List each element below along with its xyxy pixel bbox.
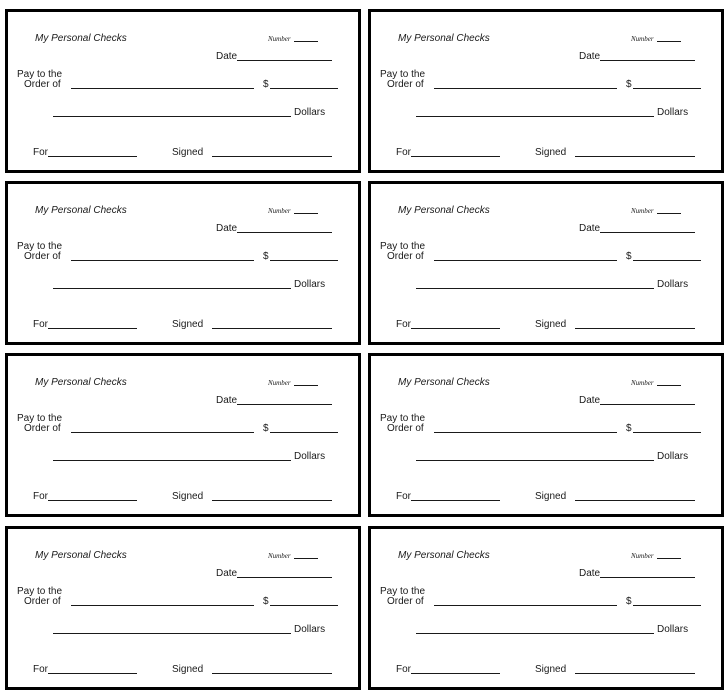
dollar-sign: $ — [263, 423, 269, 434]
payee-line[interactable] — [434, 605, 617, 606]
date-line[interactable] — [600, 577, 695, 578]
for-label: For — [33, 319, 48, 330]
amount-line[interactable] — [270, 88, 338, 89]
amount-in-words-line[interactable] — [53, 460, 291, 461]
pay-to-label: Pay to the — [380, 241, 426, 252]
dollar-sign: $ — [626, 79, 632, 90]
signed-label: Signed — [172, 664, 204, 675]
signature-line[interactable] — [575, 328, 695, 329]
dollars-label: Dollars — [657, 107, 689, 118]
date-line[interactable] — [600, 60, 695, 61]
number-label: Number — [268, 207, 291, 215]
check-title: My Personal Checks — [35, 377, 127, 388]
number-line[interactable] — [294, 558, 318, 559]
order-of-label: Order of — [387, 79, 424, 90]
memo-line[interactable] — [411, 500, 500, 501]
number-label: Number — [631, 379, 654, 387]
check-5 — [5, 353, 361, 517]
number-line[interactable] — [657, 558, 681, 559]
memo-line[interactable] — [48, 673, 137, 674]
signature-line[interactable] — [212, 500, 332, 501]
order-of-label: Order of — [24, 423, 61, 434]
check-1 — [5, 9, 361, 173]
signature-line[interactable] — [212, 328, 332, 329]
signature-line[interactable] — [212, 156, 332, 157]
memo-line[interactable] — [411, 673, 500, 674]
check-8 — [368, 526, 724, 690]
check-title: My Personal Checks — [398, 205, 490, 216]
order-of-label: Order of — [24, 251, 61, 262]
signed-label: Signed — [172, 319, 204, 330]
for-label: For — [396, 147, 411, 158]
order-of-label: Order of — [24, 79, 61, 90]
signed-label: Signed — [535, 491, 567, 502]
check-4 — [368, 181, 724, 345]
amount-line[interactable] — [633, 260, 701, 261]
pay-to-label: Pay to the — [17, 586, 63, 597]
signed-label: Signed — [535, 664, 567, 675]
number-label: Number — [268, 35, 291, 43]
dollars-label: Dollars — [657, 451, 689, 462]
number-line[interactable] — [657, 41, 681, 42]
number-label: Number — [631, 207, 654, 215]
check-title: My Personal Checks — [398, 33, 490, 44]
date-line[interactable] — [237, 404, 332, 405]
dollars-label: Dollars — [294, 624, 326, 635]
order-of-label: Order of — [387, 251, 424, 262]
number-label: Number — [268, 552, 291, 560]
number-line[interactable] — [294, 213, 318, 214]
memo-line[interactable] — [48, 328, 137, 329]
pay-to-label: Pay to the — [17, 241, 63, 252]
pay-to-label: Pay to the — [17, 413, 63, 424]
signed-label: Signed — [172, 491, 204, 502]
number-label: Number — [631, 552, 654, 560]
check-title: My Personal Checks — [35, 205, 127, 216]
date-line[interactable] — [600, 232, 695, 233]
date-line[interactable] — [237, 232, 332, 233]
amount-line[interactable] — [270, 432, 338, 433]
date-label: Date — [579, 568, 601, 579]
signed-label: Signed — [172, 147, 204, 158]
payee-line[interactable] — [71, 605, 254, 606]
pay-to-label: Pay to the — [380, 586, 426, 597]
amount-line[interactable] — [633, 605, 701, 606]
for-label: For — [396, 491, 411, 502]
pay-to-label: Pay to the — [17, 69, 63, 80]
dollar-sign: $ — [626, 423, 632, 434]
amount-line[interactable] — [633, 432, 701, 433]
date-label: Date — [216, 223, 238, 234]
payee-line[interactable] — [434, 88, 617, 89]
check-title: My Personal Checks — [35, 33, 127, 44]
check-6 — [368, 353, 724, 517]
date-line[interactable] — [237, 60, 332, 61]
amount-in-words-line[interactable] — [53, 633, 291, 634]
memo-line[interactable] — [411, 156, 500, 157]
dollar-sign: $ — [626, 251, 632, 262]
payee-line[interactable] — [71, 88, 254, 89]
date-label: Date — [216, 568, 238, 579]
number-line[interactable] — [294, 385, 318, 386]
check-title: My Personal Checks — [35, 550, 127, 561]
amount-in-words-line[interactable] — [416, 460, 654, 461]
amount-line[interactable] — [633, 88, 701, 89]
amount-line[interactable] — [270, 260, 338, 261]
number-line[interactable] — [657, 385, 681, 386]
signature-line[interactable] — [575, 500, 695, 501]
pay-to-label: Pay to the — [380, 413, 426, 424]
date-line[interactable] — [237, 577, 332, 578]
amount-line[interactable] — [270, 605, 338, 606]
dollars-label: Dollars — [294, 279, 326, 290]
for-label: For — [33, 491, 48, 502]
amount-in-words-line[interactable] — [416, 633, 654, 634]
number-label: Number — [631, 35, 654, 43]
for-label: For — [396, 664, 411, 675]
amount-in-words-line[interactable] — [416, 288, 654, 289]
amount-in-words-line[interactable] — [53, 288, 291, 289]
number-line[interactable] — [294, 41, 318, 42]
dollar-sign: $ — [263, 596, 269, 607]
dollars-label: Dollars — [657, 624, 689, 635]
signed-label: Signed — [535, 147, 567, 158]
memo-line[interactable] — [411, 328, 500, 329]
check-3 — [5, 181, 361, 345]
dollars-label: Dollars — [294, 451, 326, 462]
dollar-sign: $ — [263, 251, 269, 262]
dollars-label: Dollars — [294, 107, 326, 118]
check-title: My Personal Checks — [398, 377, 490, 388]
check-2 — [368, 9, 724, 173]
payee-line[interactable] — [71, 260, 254, 261]
order-of-label: Order of — [24, 596, 61, 607]
signature-line[interactable] — [575, 156, 695, 157]
check-title: My Personal Checks — [398, 550, 490, 561]
number-label: Number — [268, 379, 291, 387]
pay-to-label: Pay to the — [380, 69, 426, 80]
date-label: Date — [216, 395, 238, 406]
signature-line[interactable] — [212, 673, 332, 674]
payee-line[interactable] — [434, 260, 617, 261]
payee-line[interactable] — [71, 432, 254, 433]
for-label: For — [33, 147, 48, 158]
for-label: For — [33, 664, 48, 675]
date-label: Date — [579, 51, 601, 62]
number-line[interactable] — [657, 213, 681, 214]
dollar-sign: $ — [263, 79, 269, 90]
dollars-label: Dollars — [657, 279, 689, 290]
order-of-label: Order of — [387, 596, 424, 607]
memo-line[interactable] — [48, 500, 137, 501]
memo-line[interactable] — [48, 156, 137, 157]
order-of-label: Order of — [387, 423, 424, 434]
signature-line[interactable] — [575, 673, 695, 674]
date-line[interactable] — [600, 404, 695, 405]
check-7 — [5, 526, 361, 690]
amount-in-words-line[interactable] — [53, 116, 291, 117]
signed-label: Signed — [535, 319, 567, 330]
for-label: For — [396, 319, 411, 330]
amount-in-words-line[interactable] — [416, 116, 654, 117]
date-label: Date — [579, 223, 601, 234]
date-label: Date — [579, 395, 601, 406]
payee-line[interactable] — [434, 432, 617, 433]
dollar-sign: $ — [626, 596, 632, 607]
date-label: Date — [216, 51, 238, 62]
